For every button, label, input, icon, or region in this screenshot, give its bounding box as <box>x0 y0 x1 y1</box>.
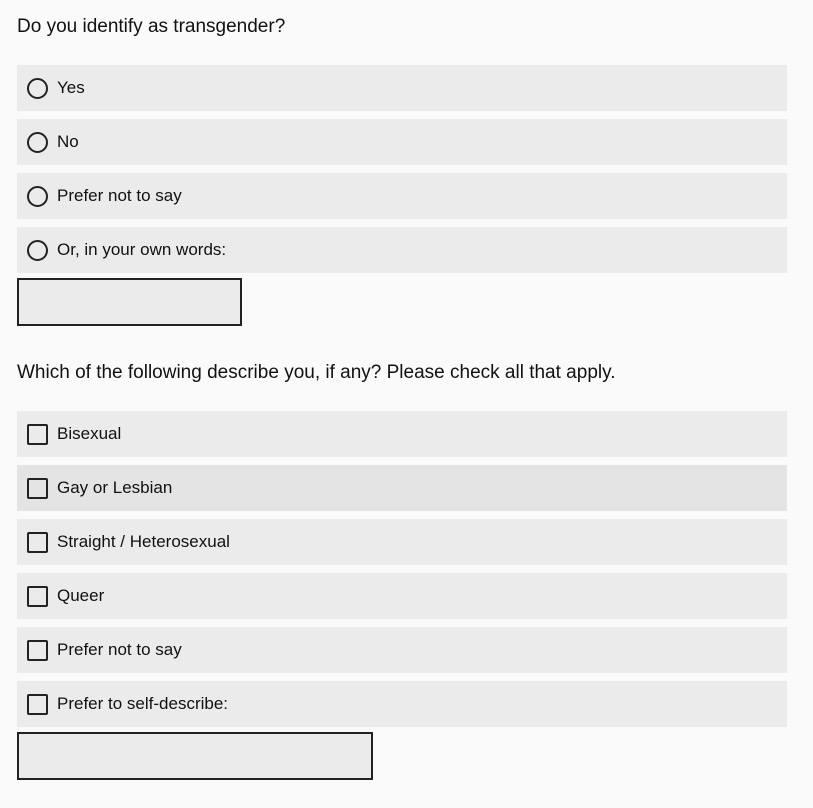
checkbox[interactable] <box>27 424 48 445</box>
checkbox[interactable] <box>27 640 48 661</box>
radio-option-label: No <box>57 132 79 151</box>
checkbox-option-prefer-not-to-say[interactable] <box>17 627 787 673</box>
checkbox-option-label: Queer <box>57 586 105 605</box>
checkbox-option-label: Prefer not to say <box>57 640 182 659</box>
checkbox[interactable] <box>27 478 48 499</box>
radio-option-prefer-not-to-say[interactable] <box>17 173 787 219</box>
radio-button[interactable] <box>27 240 48 261</box>
checkbox[interactable] <box>27 694 48 715</box>
checkbox-option-self-describe[interactable] <box>17 681 787 727</box>
checkbox-option-label: Bisexual <box>57 424 122 443</box>
radio-button[interactable] <box>27 132 48 153</box>
radio-option-label: Yes <box>57 78 85 97</box>
radio-button[interactable] <box>27 186 48 207</box>
checkbox-option-gay-or-lesbian[interactable] <box>17 465 787 511</box>
radio-option-no[interactable] <box>17 119 787 165</box>
checkbox-option-straight[interactable] <box>17 519 787 565</box>
checkbox-option-label: Straight / Heterosexual <box>57 532 230 551</box>
self-describe-input[interactable] <box>17 732 373 780</box>
radio-option-label: Or, in your own words: <box>57 240 227 259</box>
radio-option-label: Prefer not to say <box>57 186 182 205</box>
transgender-question: Do you identify as transgender? <box>17 16 286 37</box>
radio-button[interactable] <box>27 78 48 99</box>
checkbox-option-queer[interactable] <box>17 573 787 619</box>
checkbox-option-label: Gay or Lesbian <box>57 478 173 497</box>
checkbox[interactable] <box>27 586 48 607</box>
radio-option-yes[interactable] <box>17 65 787 111</box>
orientation-question: Which of the following describe you, if any? Please check all that apply. <box>17 362 616 383</box>
checkbox[interactable] <box>27 532 48 553</box>
own-words-input[interactable] <box>17 278 242 326</box>
radio-option-own-words[interactable] <box>17 227 787 273</box>
checkbox-option-bisexual[interactable] <box>17 411 787 457</box>
checkbox-option-label: Prefer to self-describe: <box>57 694 229 713</box>
